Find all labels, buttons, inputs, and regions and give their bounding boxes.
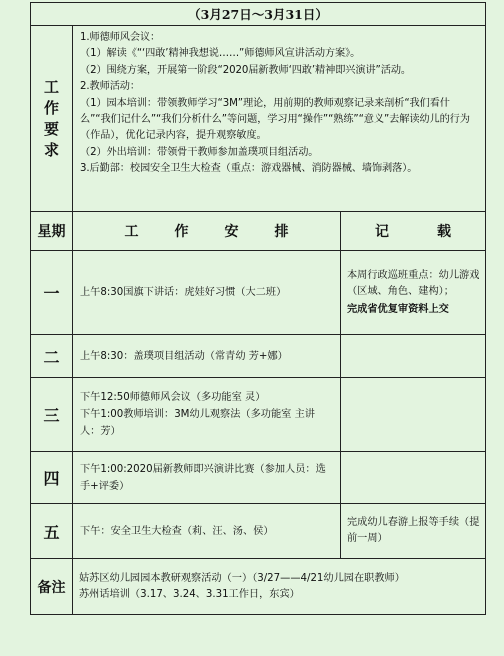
day-row-wednesday	[31, 378, 486, 452]
day-arrangement: 下午：安全卫生大检查（莉、汪、汤、侯）	[73, 504, 341, 559]
requirement-line: （1）解读《“‘四敢’精神我想说……”师德师风宣讲活动方案》。	[80, 48, 361, 60]
day-arrangement: 下午1:00:2020届新教师即兴演讲比赛（参加人员：选手+评委）	[73, 452, 341, 504]
requirement-line: （2）围绕方案，开展第一阶段“2020届新教师‘四敢’精神即兴演讲”活动。	[80, 64, 411, 76]
requirement-line: 2.教师活动：	[80, 81, 140, 93]
day-label: 四	[31, 452, 73, 504]
weekly-schedule-table	[30, 2, 499, 615]
day-row-tuesday	[31, 335, 486, 378]
day-row-thursday	[31, 452, 486, 504]
header-record: 记载	[341, 212, 486, 251]
note-line: 苏州话培训（3.17、3.24、3.31工作日，东宾）	[79, 588, 300, 600]
day-record	[341, 452, 486, 504]
record-highlight: 完成省优复审资料上交	[347, 302, 449, 315]
day-label: 三	[31, 378, 73, 452]
day-record	[341, 335, 486, 378]
notes-row	[31, 559, 486, 615]
requirements-label: 工 作 要 求	[31, 26, 73, 212]
notes-label: 备注	[31, 559, 73, 615]
note-line: 姑苏区幼儿园园本教研观察活动（一）（3/27——4/21幼儿园在职教师）	[79, 572, 405, 584]
day-label: 二	[31, 335, 73, 378]
requirements-row	[31, 26, 486, 212]
day-arrangement: 下午12:50师德师风会议（多功能室 灵） 下午1:00教师培训：3M幼儿观察法（多功能室 主讲人：芳）	[73, 378, 341, 452]
day-record: 完成幼儿春游上报等手续（提前一周）	[341, 504, 486, 559]
header-day: 星期	[31, 212, 73, 251]
date-range-title: （3月27日～3月31日）	[31, 3, 486, 26]
requirement-line: 3.后勤部：校园安全卫生大检查（重点：游戏器械、消防器械、墙饰剥落）。	[80, 163, 418, 175]
day-row-friday	[31, 504, 486, 559]
day-arrangement: 上午8:30：盖璞项目组活动（常青幼 芳+娜）	[73, 335, 341, 378]
requirement-line: （2）外出培训：带领骨干教师参加盖璞项目组活动。	[80, 146, 319, 158]
title-row	[31, 3, 486, 26]
requirement-line: 1.师德师风会议：	[80, 32, 161, 43]
day-record	[341, 378, 486, 452]
header-arrangement: 工作安排	[73, 212, 341, 251]
day-label: 五	[31, 504, 73, 559]
day-row-monday	[31, 251, 486, 335]
day-arrangement: 上午8:30国旗下讲话：虎娃好习惯（大二班）	[73, 251, 341, 335]
requirements-content	[73, 26, 486, 212]
day-label: 一	[31, 251, 73, 335]
day-record: 本周行政巡班重点：幼儿游戏（区域、角色、建构）； 完成省优复审资料上交	[341, 251, 486, 335]
header-row	[31, 212, 486, 251]
requirement-line: （1）园本培训：带领教师学习“3M”理论，用前期的教师观察记录来剖析“我们看什么”“我们记什么”“我们分析什么”等问题，学习用“操作”“熟练”“意义”去解读幼儿的行为（作品），优化记录内容，提升观察敏度。	[80, 97, 470, 142]
notes-content	[73, 559, 486, 615]
